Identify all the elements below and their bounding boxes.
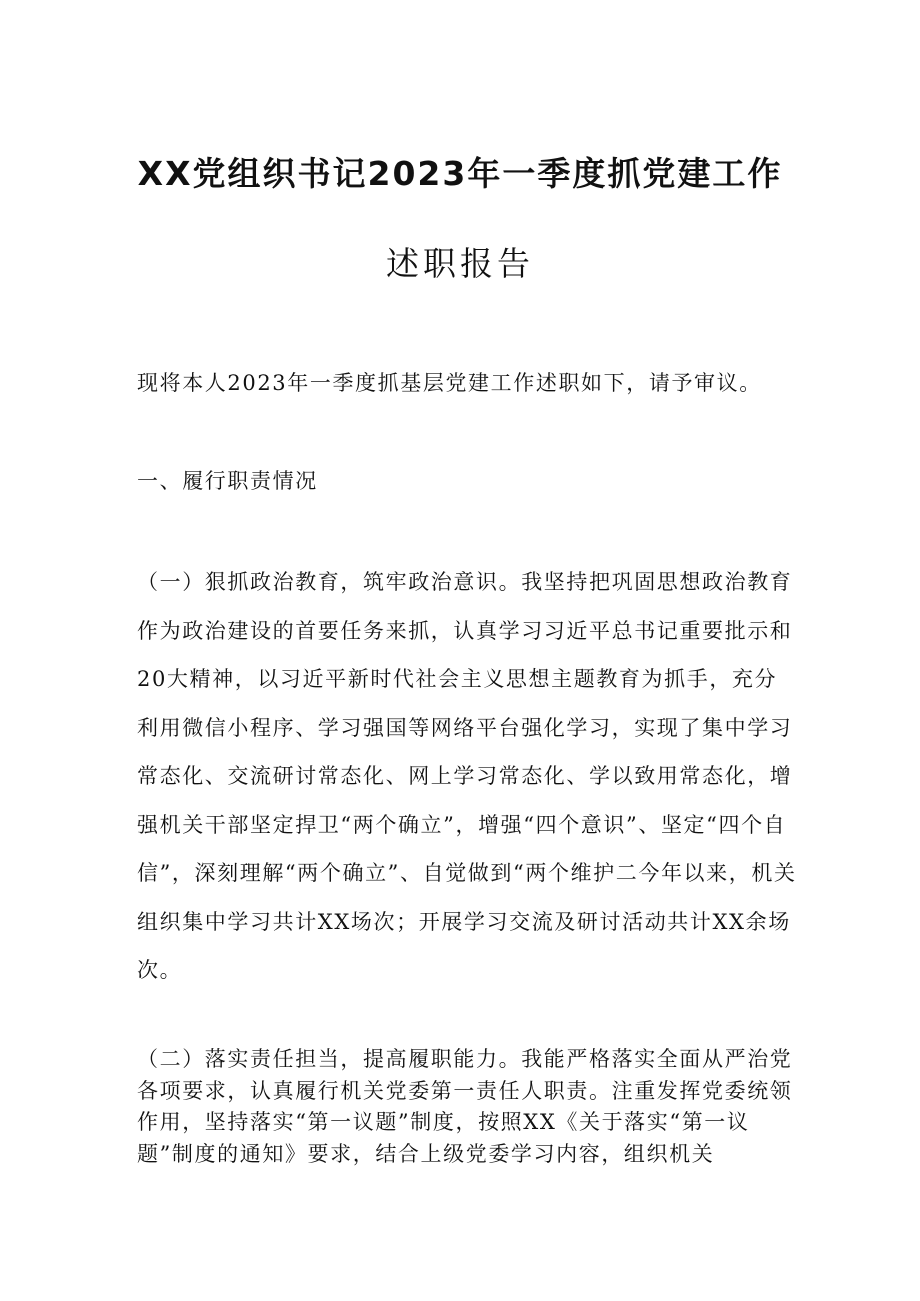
document-title-line-2: 述职报告 [386, 244, 534, 283]
document-title-line-1: XX党组织书记2023年一季度抓党建工作 [137, 154, 783, 193]
intro-paragraph: 现将本人2023年一季度抓基层党建工作述职如下，请予审议。 [137, 371, 762, 395]
section-heading: 一、履行职责情况 [137, 469, 318, 493]
body-paragraph-1: （一）狠抓政治教育，筑牢政治意识。我坚持把巩固思想政治教育作为政治建设的首要任务来抓，认真学习习近平总书记重要批示和20大精神，以习近平新时代社会主义思想主题教育为抓手，充分利用微信小程序、学习强国等网络平台强化学习，实现了集中学习常态化、交流研讨常态化、网上学习常态化、学以致用常态化，增强机关干部坚定捍卫“两个确立”，增强“四个意识”、坚定“四个自信”，深刻理解“两个确立”、自觉做到“两个维护二今年以来，机关组织集中学习共计XX场次；开展学习交流及研讨活动共计XX余场次。 [137, 570, 797, 982]
body-paragraph-2: （二）落实责任担当，提高履职能力。我能严格落实全面从严治党各项要求，认真履行机关党委第一责任人职责。注重发挥党委统领作用，坚持落实“第一议题”制度，按照XX《关于落实“第一议题”制度的通知》要求，结合上级党委学习内容，组织机关 [137, 1047, 793, 1166]
